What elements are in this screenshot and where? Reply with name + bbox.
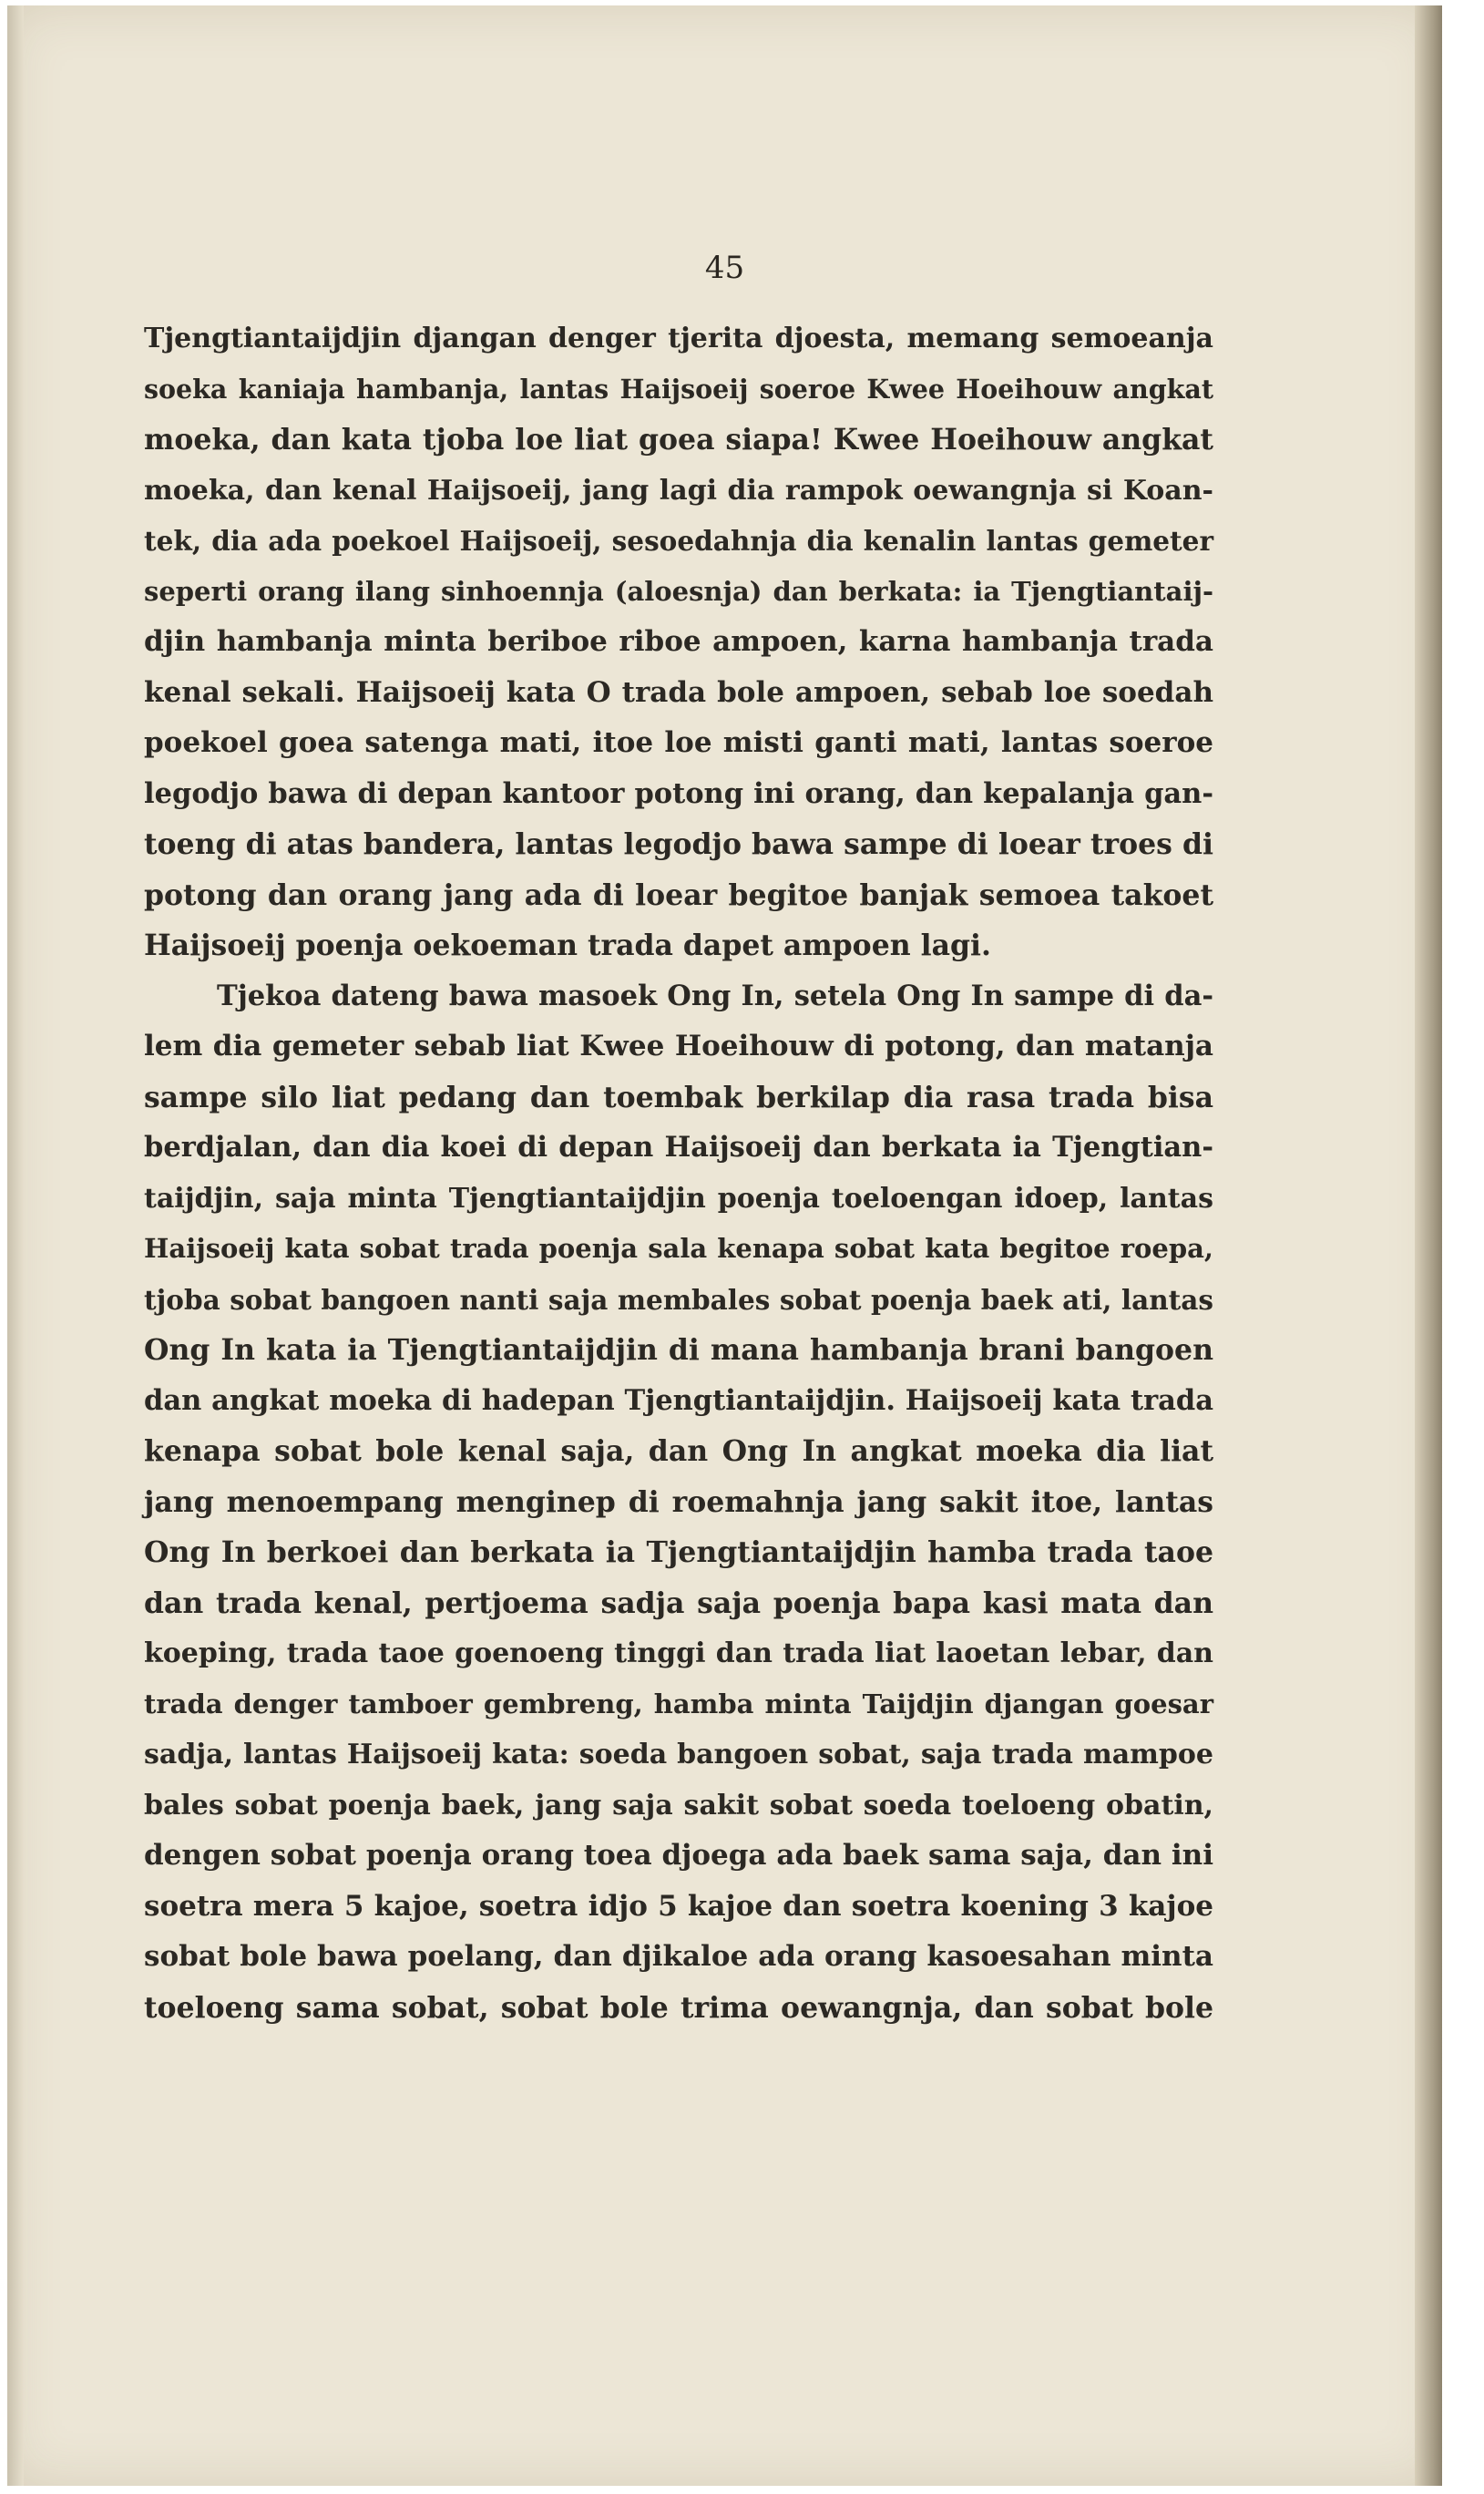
text-line: toeloeng sama sobat, sobat bole trima oewangnja, dan sobat bole bbox=[144, 1990, 1213, 2025]
text-line: sadja, lantas Haijsoeij kata: soeda bangoen sobat, saja trada mampoe bbox=[144, 1739, 1213, 1770]
text-line: Haijsoeij poenja oekoeman trada dapet ampoen lagi. bbox=[144, 929, 991, 962]
page-number: 45 bbox=[704, 250, 745, 286]
text-line: potong dan orang jang ada di loear begitoe banjak semoea takoet bbox=[144, 878, 1213, 912]
text-line: lem dia gemeter sebab liat Kwee Hoeihouw di potong, dan matanja bbox=[144, 1030, 1213, 1062]
text-line: taijdjin, saja minta Tjengtiantaijdjin poenja toeloengan idoep, lantas bbox=[144, 1182, 1213, 1215]
text-line: soetra mera 5 kajoe, soetra idjo 5 kajoe dan soetra koening 3 kajoe bbox=[144, 1889, 1213, 1923]
text-line: dan angkat moeka di hadepan Tjengtiantaijdjin. Haijsoeij kata trada bbox=[144, 1383, 1213, 1417]
book-page bbox=[7, 5, 1442, 2486]
text-line: djin hambanja minta beriboe riboe ampoen, karna hambanja trada bbox=[144, 625, 1213, 658]
text-line: seperti orang ilang sinhoennja (aloesnja) dan berkata: ia Tjengtiantaij- bbox=[144, 575, 1213, 607]
text-line: dan trada kenal, pertjoema sadja saja poenja bapa kasi mata dan bbox=[144, 1586, 1213, 1620]
text-line: moeka, dan kenal Haijsoeij, jang lagi dia rampok oewangnja si Koan- bbox=[144, 474, 1213, 507]
text-line: jang menoempang menginep di roemahnja jang sakit itoe, lantas bbox=[144, 1484, 1213, 1519]
text-line: moeka, dan kata tjoba loe liat goea siapa! Kwee Hoeihouw angkat bbox=[144, 423, 1213, 457]
text-line: trada denger tamboer gembreng, hamba minta Taijdjin djangan goesar bbox=[144, 1688, 1213, 1719]
text-line: tek, dia ada poekoel Haijsoeij, sesoedahnja dia kenalin lantas gemeter bbox=[144, 525, 1213, 557]
text-line: Tjengtiantaijdjin djangan denger tjerita djoesta, memang semoeanja bbox=[144, 323, 1213, 354]
text-line: sampe silo liat pedang dan toembak berkilap dia rasa trada bisa bbox=[144, 1080, 1213, 1114]
text-line: poekoel goea satenga mati, itoe loe misti ganti mati, lantas soeroe bbox=[144, 726, 1213, 759]
page-spine-shadow bbox=[7, 5, 24, 2486]
text-line: soeka kaniaja hambanja, lantas Haijsoeij soeroe Kwee Hoeihouw angkat bbox=[144, 373, 1213, 405]
text-line: bales sobat poenja baek, jang saja sakit sobat soeda toeloeng obatin, bbox=[144, 1789, 1213, 1822]
text-line: legodjo bawa di depan kantoor potong ini orang, dan kepalanja gan- bbox=[144, 776, 1213, 810]
body-text bbox=[144, 313, 1213, 2033]
page-edge bbox=[1415, 5, 1442, 2486]
text-line: tjoba sobat bangoen nanti saja membales sobat poenja baek ati, lantas bbox=[144, 1283, 1213, 1316]
text-line: Tjekoa dateng bawa masoek Ong In, setela Ong In sampe di da- bbox=[217, 979, 1213, 1012]
text-line: Haijsoeij kata sobat trada poenja sala kenapa sobat kata begitoe roepa, bbox=[144, 1233, 1213, 1264]
text-line: Ong In kata ia Tjengtiantaijdjin di mana hambanja brani bangoen bbox=[144, 1333, 1213, 1367]
text-line: toeng di atas bandera, lantas legodjo bawa sampe di loear troes di bbox=[144, 827, 1213, 861]
text-line: kenal sekali. Haijsoeij kata O trada bole ampoen, sebab loe soedah bbox=[144, 675, 1213, 709]
text-line: dengen sobat poenja orang toea djoega ada baek sama saja, dan ini bbox=[144, 1839, 1213, 1872]
text-line: koeping, trada taoe goenoeng tinggi dan trada liat laoetan lebar, dan bbox=[144, 1637, 1213, 1669]
text-line: berdjalan, dan dia koei di depan Haijsoeij dan berkata ia Tjengtian- bbox=[144, 1131, 1213, 1164]
text-line: kenapa sobat bole kenal saja, dan Ong In angkat moeka dia liat bbox=[144, 1434, 1213, 1468]
text-line: sobat bole bawa poelang, dan djikaloe ada orang kasoesahan minta bbox=[144, 1940, 1213, 1973]
text-line: Ong In berkoei dan berkata ia Tjengtiantaijdjin hamba trada taoe bbox=[144, 1535, 1213, 1569]
